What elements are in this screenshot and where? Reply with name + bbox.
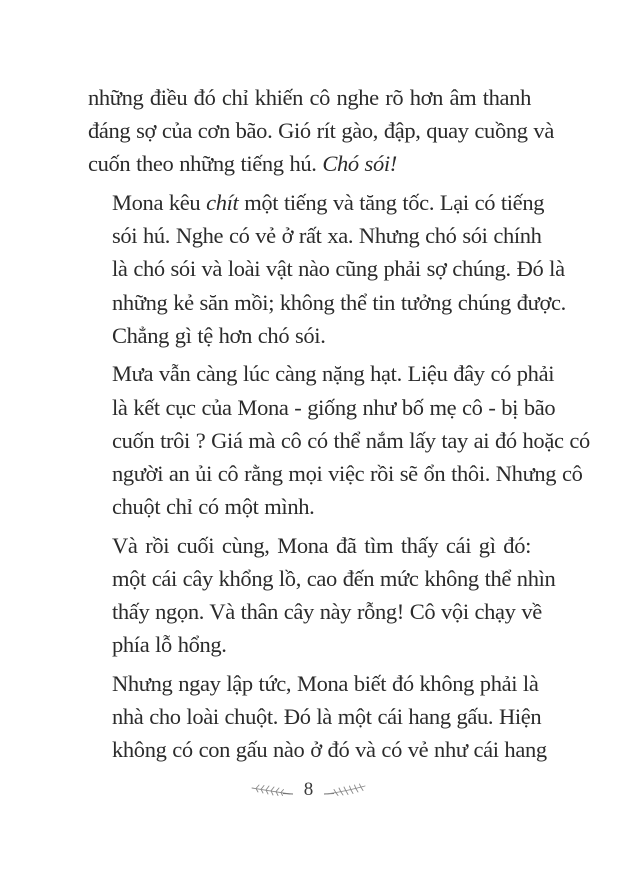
body-text (88, 81, 590, 772)
paragraph-5 (88, 667, 547, 767)
text-line: Chẳng gì tệ hơn chó sói. (112, 322, 326, 348)
paragraph-4 (88, 529, 556, 662)
leaf-ornament-icon (250, 782, 294, 798)
text-line: nhà cho loài chuột. Đó là một cái hang gấu. Hiện (112, 704, 542, 730)
text-line: những điều đó chỉ khiến cô nghe rõ hơn âm thanh (88, 85, 531, 110)
text-line: phía lỗ hổng. (112, 632, 227, 658)
italic-exclamation: Chó sói! (322, 151, 397, 177)
text-line: những kẻ săn mồi; không thể tin tưởng chúng được. (112, 289, 566, 315)
text-line (88, 147, 531, 180)
text-line: là kết cục của Mona - giống như bố mẹ cô - bị bão (112, 394, 556, 420)
text-line: một cái cây khổng lồ, cao đến mức không thể nhìn (112, 566, 556, 592)
paragraph-2 (88, 186, 566, 352)
text-line: Mưa vẫn càng lúc càng nặng hạt. Liệu đây có phải (112, 361, 555, 387)
text-line: sói hú. Nghe có vẻ ở rất xa. Nhưng chó sói chính (112, 223, 542, 249)
paragraph-1 (88, 81, 554, 181)
text-span: Mona kêu (112, 190, 207, 215)
text-span: một tiếng và tăng tốc. Lại có tiếng (238, 190, 545, 215)
page-number: 8 (303, 779, 314, 800)
paragraph-3 (88, 357, 590, 523)
italic-word: chít (206, 190, 239, 215)
page-footer (0, 776, 617, 804)
text-line: người an ủi cô rằng mọi việc rồi sẽ ổn thôi. Nhưng cô (112, 461, 583, 487)
leaf-ornament-icon (323, 782, 367, 798)
text-line: Nhưng ngay lập tức, Mona biết đó không phải là (112, 671, 539, 697)
text-line: cuốn trôi ? Giá mà cô có thể nắm lấy tay ai đó hoặc có (112, 427, 590, 453)
text-line: chuột chỉ có một mình. (112, 494, 315, 520)
text-line: là chó sói và loài vật nào cũng phải sợ chúng. Đó là (112, 256, 565, 282)
text-line (88, 186, 545, 219)
text-line: đáng sợ của cơn bão. Gió rít gào, đập, quay cuồng và (88, 118, 554, 144)
text-span: cuốn theo những tiếng hú. (88, 151, 323, 177)
text-line: không có con gấu nào ở đó và có vẻ như cái hang (112, 737, 547, 763)
text-line: Và rồi cuối cùng, Mona đã tìm thấy cái gì đó: (112, 532, 531, 558)
text-line: thấy ngọn. Và thân cây này rỗng! Cô vội chạy về (112, 599, 542, 625)
